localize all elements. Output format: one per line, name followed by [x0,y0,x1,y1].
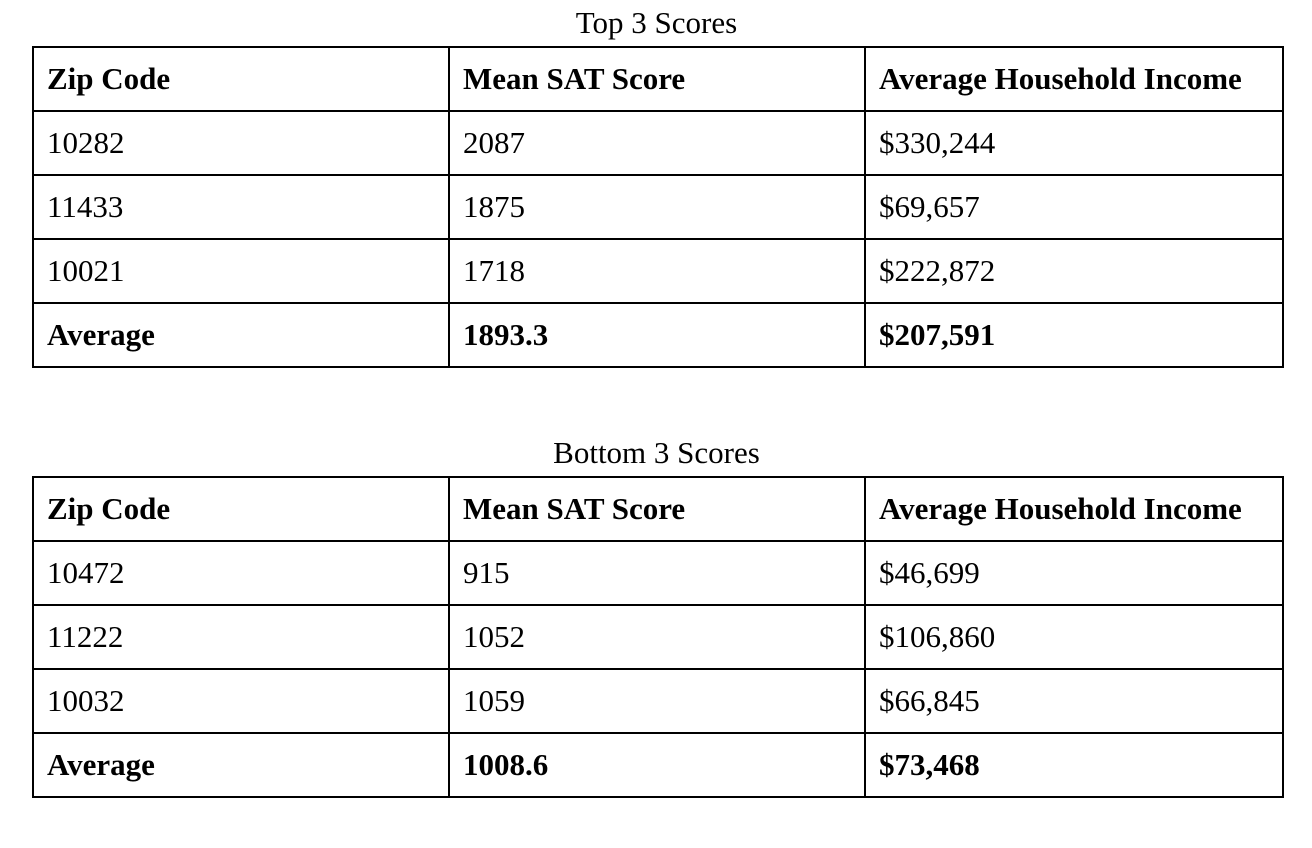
income-cell: $66,845 [865,669,1283,733]
zip-code-cell: 10021 [33,239,449,303]
header-average-household-income: Average Household Income [865,477,1283,541]
top-scores-caption: Top 3 Scores [575,5,738,40]
zip-code-cell: 11433 [33,175,449,239]
table-row [33,605,1283,669]
bottom-scores-caption: Bottom 3 Scores [553,435,760,470]
average-sat-score: 1008.6 [449,733,865,797]
sat-score-cell: 1059 [449,669,865,733]
sat-score-cell: 2087 [449,111,865,175]
sat-score-cell: 1875 [449,175,865,239]
zip-code-cell: 10032 [33,669,449,733]
income-cell: $106,860 [865,605,1283,669]
header-mean-sat-score: Mean SAT Score [449,477,865,541]
average-label: Average [33,733,449,797]
income-cell: $46,699 [865,541,1283,605]
income-cell: $69,657 [865,175,1283,239]
income-cell: $330,244 [865,111,1283,175]
average-income: $207,591 [865,303,1283,367]
zip-code-cell: 10472 [33,541,449,605]
header-zip-code: Zip Code [33,47,449,111]
average-sat-score: 1893.3 [449,303,865,367]
table-row [33,175,1283,239]
average-income: $73,468 [865,733,1283,797]
top-scores-table [32,46,1284,368]
header-zip-code: Zip Code [33,477,449,541]
income-cell: $222,872 [865,239,1283,303]
table-row [33,541,1283,605]
header-average-household-income: Average Household Income [865,47,1283,111]
sat-score-cell: 1052 [449,605,865,669]
zip-code-cell: 10282 [33,111,449,175]
sat-score-cell: 915 [449,541,865,605]
average-row [33,733,1283,797]
sat-score-cell: 1718 [449,239,865,303]
average-label: Average [33,303,449,367]
average-row [33,303,1283,367]
header-mean-sat-score: Mean SAT Score [449,47,865,111]
table-row [33,111,1283,175]
zip-code-cell: 11222 [33,605,449,669]
table-row [33,239,1283,303]
bottom-scores-table [32,476,1284,798]
table-header-row [33,477,1283,541]
table-row [33,669,1283,733]
table-header-row [33,47,1283,111]
